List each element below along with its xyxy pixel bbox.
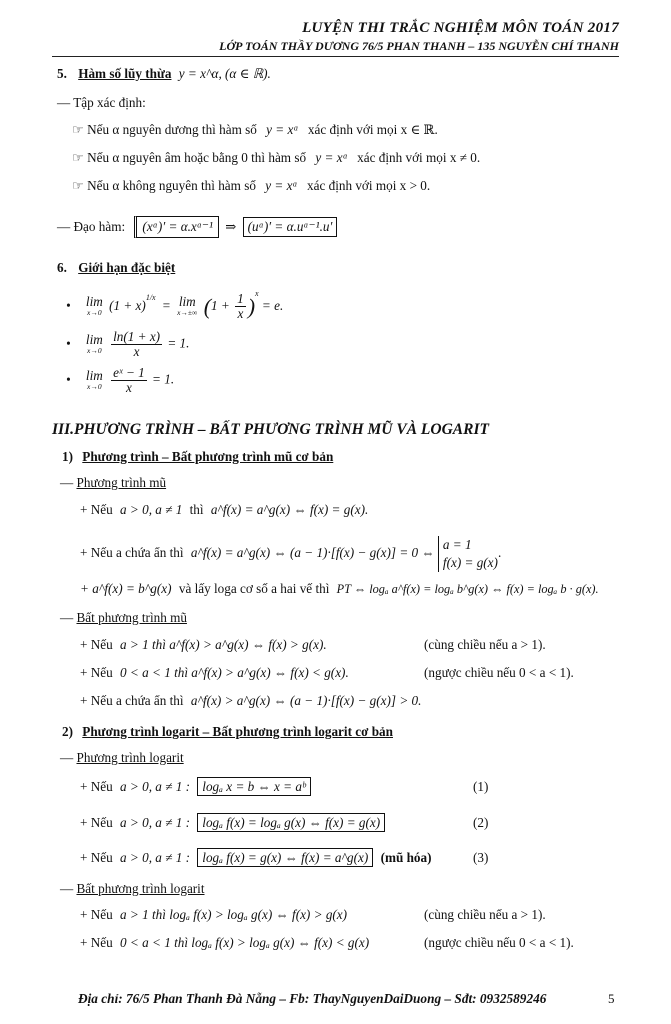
lim-1b-num: 1: [237, 291, 244, 307]
exp-eq-case-3-result: PT ⇔ logₐ a^f(x) = logₐ b^g(x) ⇔ f(x) = logₐ b · g(x).: [336, 582, 599, 596]
log-eq-case-3-condition: a > 0, a ≠ 1 :: [120, 850, 190, 865]
exp-eq-case-1-then: thì: [189, 502, 204, 517]
log-eq-case-1-formula: logₐ x = b ⇔ x = aᵇ: [197, 777, 310, 796]
log-eq-case-3: [80, 850, 432, 866]
log-eq-case-1: [80, 779, 311, 795]
domain-label: — Tập xác định:: [57, 95, 146, 110]
exp-eq-case-3-formula: + a^f(x) = b^g(x): [80, 581, 172, 596]
exp-eq-case-2-option-2: f(x) = g(x): [442, 555, 498, 570]
log-eq-case-3-tag: (3): [473, 850, 489, 865]
lim-1-exp: 1/x: [145, 293, 156, 302]
subsection-2-title: Phương trình logarit – Bất phương trình logarit cơ bản: [82, 724, 393, 739]
limit-2: • lim x→0 $\frac{\ln(1 + x)}{x}$ = 1.: [66, 329, 190, 359]
log-ineq-case-2-prefix: + Nếu: [80, 935, 113, 950]
lim-3-sub: x→0: [87, 381, 102, 391]
exp-ineq-case-2-formula: 0 < a < 1 thì a^f(x) > a^g(x) ⇔ f(x) < g(x).: [120, 665, 349, 680]
exp-eq-case-2-system: [438, 536, 498, 572]
exp-inequality-label: — Bất phương trình mũ: [60, 610, 187, 625]
derivative-row: [57, 216, 337, 238]
exp-eq-case-2-option-1: a = 1: [442, 537, 472, 552]
case-3-text: ☞ Nếu α không nguyên thì hàm số: [72, 178, 256, 193]
lim-3-word: lim: [85, 367, 103, 383]
section-6-title: Giới hạn đặc biệt: [78, 260, 176, 275]
case-3-function: y = xᵅ: [265, 178, 298, 193]
exp-equation-label-text: Phương trình mũ: [76, 475, 167, 490]
exp-ineq-case-3-prefix: + Nếu a chứa ẩn thì: [80, 693, 184, 708]
exp-eq-case-2: [80, 536, 501, 572]
lim-2-den: x: [133, 344, 140, 359]
case-2-function: y = xᵅ: [315, 150, 348, 165]
page-header-title: LUYỆN THI TRẮC NGHIỆM MÔN TOÁN 2017: [302, 20, 619, 36]
exp-ineq-case-1-note: (cùng chiều nếu a > 1).: [424, 637, 546, 652]
log-ineq-case-1-note: (cùng chiều nếu a > 1).: [424, 907, 546, 922]
lim-2-word: lim: [85, 331, 103, 347]
lim-1-base: (1 + x): [109, 298, 146, 313]
subsection-1-title: Phương trình – Bất phương trình mũ cơ bản: [82, 449, 334, 464]
lim-1b-word: lim: [178, 293, 196, 309]
derivative-formula-x: (xᵅ)′ = α.xᵅ⁻¹: [134, 216, 219, 238]
section-5-number: 5.: [57, 66, 67, 81]
limit-1: • lim x→0 $(1 + x)^{1/x} = \lim$ x→±∞ (1 + $\frac{1}{x}$ )$^x$ = e.: [66, 289, 284, 322]
lim-1b-den: x: [237, 306, 244, 322]
exp-ineq-case-2: [80, 665, 349, 681]
page-header-subtitle: LỚP TOÁN THẦY DƯƠNG 76/5 PHAN THANH – 135 NGUYỄN CHÍ THANH: [219, 39, 619, 53]
exp-eq-case-2-prefix: + Nếu a chứa ẩn thì: [80, 545, 184, 561]
derivative-formula-u: (uᵅ)′ = α.uᵅ⁻¹.u′: [243, 217, 338, 237]
log-ineq-case-1-formula: a > 1 thì logₐ f(x) > logₐ g(x) ⇔ f(x) > g(x): [120, 907, 348, 922]
log-eq-case-3-note: (mũ hóa): [380, 850, 432, 865]
log-eq-case-2-formula: logₐ f(x) = logₐ g(x) ⇔ f(x) = g(x): [197, 813, 385, 832]
log-eq-case-2-condition: a > 0, a ≠ 1 :: [120, 815, 190, 830]
subsection-2-number: 2): [62, 724, 73, 739]
exp-eq-case-2-dot: .: [497, 545, 502, 561]
log-eq-case-3-formula: logₐ f(x) = g(x) ⇔ f(x) = a^g(x): [197, 848, 373, 867]
exp-eq-case-1-prefix: + Nếu: [80, 502, 113, 517]
lim-3-result: = 1.: [152, 371, 175, 387]
log-ineq-case-2-note: (ngược chiều nếu 0 < a < 1).: [424, 935, 574, 950]
exp-ineq-case-1-prefix: + Nếu: [80, 637, 113, 652]
section-6-number: 6.: [57, 260, 67, 275]
lim-3-den: x: [125, 380, 132, 395]
log-eq-case-2: [80, 815, 385, 831]
section-3-title: III.PHƯƠNG TRÌNH – BẤT PHƯƠNG TRÌNH MŨ VÀ LOGARIT: [52, 421, 489, 438]
exp-eq-case-3-text: và lấy loga cơ số a hai vế thì: [178, 581, 330, 596]
exp-eq-case-3: [80, 581, 599, 597]
log-equation-label-text: Phương trình logarit: [76, 750, 184, 765]
subsection-1-heading: [62, 449, 333, 465]
exp-ineq-case-2-note: (ngược chiều nếu 0 < a < 1).: [424, 665, 574, 680]
log-inequality-label: — Bất phương trình logarit: [60, 881, 205, 896]
section-5-title: Hàm số lũy thừa: [78, 66, 172, 81]
lim-1-equals: =: [161, 298, 171, 313]
log-eq-case-2-prefix: + Nếu: [80, 815, 113, 830]
lim-2-result: = 1.: [167, 335, 190, 351]
log-eq-case-2-tag: (2): [473, 815, 489, 830]
domain-case-2: [72, 150, 480, 166]
case-2-text: ☞ Nếu α nguyên âm hoặc bằng 0 thì hàm số: [72, 150, 307, 165]
case-1-text: ☞ Nếu α nguyên dương thì hàm số: [72, 122, 257, 137]
exp-eq-case-1: [80, 502, 368, 518]
section-5-heading: [57, 66, 271, 82]
log-eq-case-1-tag: (1): [473, 779, 489, 794]
page-number: 5: [608, 991, 615, 1006]
domain-case-3: [72, 178, 430, 194]
exp-eq-case-1-formula: a^f(x) = a^g(x) ⇔ f(x) = g(x).: [210, 502, 369, 517]
limit-3: • lim x→0 $\frac{\text{eˣ − 1}}{x}$ = 1.: [66, 365, 175, 395]
exp-eq-case-1-condition: a > 0, a ≠ 1: [120, 502, 183, 517]
log-ineq-case-2-formula: 0 < a < 1 thì logₐ f(x) > logₐ g(x) ⇔ f(x) < g(x): [120, 935, 370, 950]
log-equation-label: — Phương trình logarit: [60, 750, 184, 765]
subsection-2-heading: [62, 724, 393, 740]
log-ineq-case-1: [80, 907, 347, 923]
page-footer-contact: Địa chỉ: 76/5 Phan Thanh Đà Nẵng – Fb: ThayNguyenDaiDuong – Sđt: 0932589246: [78, 991, 547, 1006]
exp-ineq-case-3: [80, 693, 421, 709]
lim-1b-result: = e.: [261, 298, 284, 313]
log-ineq-case-1-prefix: + Nếu: [80, 907, 113, 922]
power-function-definition: y = x^α, (α ∈ ℝ).: [178, 66, 271, 81]
log-eq-case-3-prefix: + Nếu: [80, 850, 113, 865]
subsection-1-number: 1): [62, 449, 73, 464]
domain-case-1: [72, 122, 438, 138]
log-eq-case-1-condition: a > 0, a ≠ 1 :: [120, 779, 190, 794]
lim-1b-base: 1 +: [211, 298, 230, 313]
lim-2-num: ln(1 + x): [113, 329, 161, 344]
log-inequality-label-text: Bất phương trình logarit: [76, 881, 205, 896]
lim-1b-sub: x→±∞: [177, 307, 198, 317]
lim-2-sub: x→0: [87, 345, 102, 355]
lim-3-num: eˣ − 1: [113, 365, 145, 380]
exp-ineq-case-3-formula: a^f(x) > a^g(x) ⇔ (a − 1)·[f(x) − g(x)] > 0.: [190, 693, 422, 708]
exp-ineq-case-1-formula: a > 1 thì a^f(x) > a^g(x) ⇔ f(x) > g(x).: [120, 637, 327, 652]
lim-1b-exp: x: [255, 289, 259, 298]
case-1-function: y = xᵅ: [266, 122, 299, 137]
case-1-condition: xác định với mọi x ∈ ℝ.: [307, 122, 438, 137]
derivative-implies: ⇒: [225, 219, 237, 234]
exp-equation-label: — Phương trình mũ: [60, 475, 167, 490]
log-eq-case-1-prefix: + Nếu: [80, 779, 113, 794]
exp-ineq-case-2-prefix: + Nếu: [80, 665, 113, 680]
case-3-condition: xác định với mọi x > 0.: [307, 178, 431, 193]
lim-1-sub: x→0: [87, 307, 102, 317]
exp-inequality-label-text: Bất phương trình mũ: [76, 610, 187, 625]
header-divider: [52, 56, 619, 57]
exp-eq-case-2-formula: a^f(x) = a^g(x) ⇔ (a − 1)·[f(x) − g(x)] = 0 ⇔: [190, 545, 435, 561]
log-ineq-case-2: [80, 935, 369, 951]
section-6-heading: [57, 260, 175, 276]
case-2-condition: xác định với mọi x ≠ 0.: [357, 150, 481, 165]
exp-ineq-case-1: [80, 637, 327, 653]
derivative-label: — Đạo hàm:: [57, 219, 126, 234]
lim-1-word: lim: [85, 293, 103, 309]
